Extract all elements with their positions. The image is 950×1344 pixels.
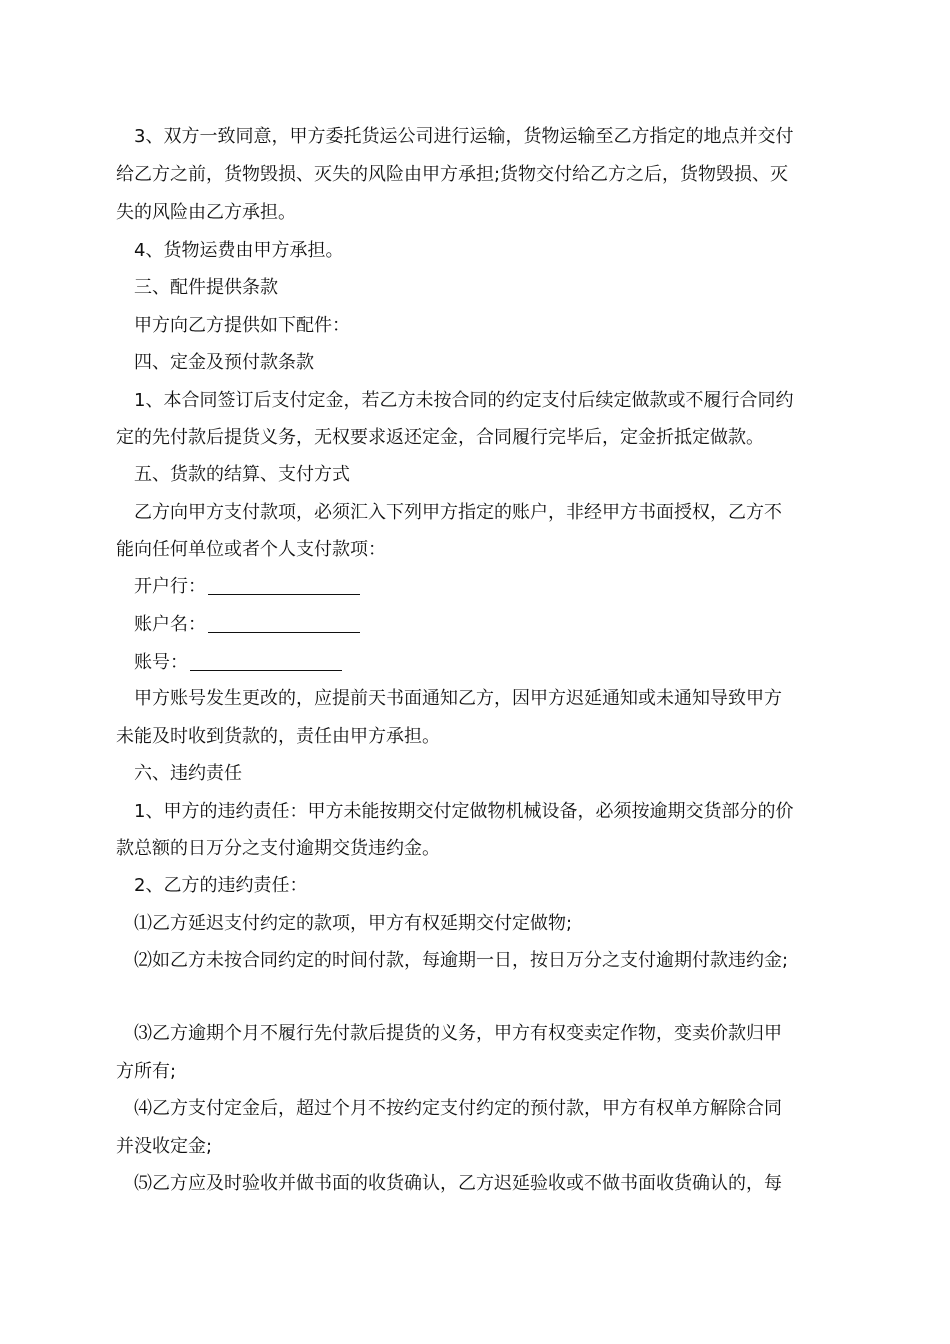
bank-label: 开户行： bbox=[134, 576, 206, 597]
section-5-line-2: 能向任何单位或者个人支付款项： bbox=[116, 539, 386, 560]
section-6-item-3-line-1: ⑶乙方逾期个月不履行先付款后提货的义务，甲方有权变卖定作物，变卖价款归甲 bbox=[134, 1023, 782, 1044]
section-6-item-2: ⑵如乙方未按合同约定的时间付款，每逾期一日，按日万分之支付逾期付款违约金; bbox=[134, 950, 789, 971]
account-name-field bbox=[134, 612, 854, 638]
account-no-label: 账号： bbox=[134, 652, 188, 673]
clause-3-line-3: 失的风险由乙方承担。 bbox=[116, 202, 296, 223]
section-6-item-5-line-1: ⑸乙方应及时验收并做书面的收货确认，乙方迟延验收或不做书面收货确认的，每 bbox=[134, 1173, 782, 1194]
account-name-label: 账户名： bbox=[134, 614, 206, 635]
section-6-p1-line-1: 1、甲方的违约责任：甲方未能按期交付定做物机械设备，必须按逾期交货部分的价 bbox=[134, 801, 794, 822]
section-6-item-3-line-2: 方所有; bbox=[116, 1061, 177, 1082]
account-name-blank-line bbox=[208, 614, 360, 633]
section-3-heading: 三、配件提供条款 bbox=[134, 277, 278, 298]
section-5-line-1: 乙方向甲方支付款项，必须汇入下列甲方指定的账户，非经甲方书面授权，乙方不 bbox=[134, 502, 782, 523]
section-6-item-4-line-2: 并没收定金; bbox=[116, 1136, 213, 1157]
account-no-field bbox=[134, 650, 854, 676]
section-6-heading: 六、违约责任 bbox=[134, 763, 242, 784]
section-5-heading: 五、货款的结算、支付方式 bbox=[134, 464, 350, 485]
account-no-blank-line bbox=[190, 652, 342, 671]
section-6-p1-line-2: 款总额的日万分之支付逾期交货违约金。 bbox=[116, 838, 440, 859]
account-change-line-2: 未能及时收到货款的，责任由甲方承担。 bbox=[116, 726, 440, 747]
section-6-item-4-line-1: ⑷乙方支付定金后，超过个月不按约定支付约定的预付款，甲方有权单方解除合同 bbox=[134, 1098, 782, 1119]
bank-blank-line bbox=[208, 576, 360, 595]
account-change-line-1: 甲方账号发生更改的，应提前天书面通知乙方，因甲方迟延通知或未通知导致甲方 bbox=[134, 688, 782, 709]
section-4-line-2: 定的先付款后提货义务，无权要求返还定金，合同履行完毕后，定金折抵定做款。 bbox=[116, 427, 764, 448]
clause-3-line-2: 给乙方之前，货物毁损、灭失的风险由甲方承担;货物交付给乙方之后，货物毁损、灭 bbox=[116, 164, 789, 185]
bank-field bbox=[134, 574, 854, 600]
clause-3-line-1: 3、双方一致同意，甲方委托货运公司进行运输，货物运输至乙方指定的地点并交付 bbox=[134, 126, 794, 147]
section-4-line-1: 1、本合同签订后支付定金，若乙方未按合同的约定支付后续定做款或不履行合同约 bbox=[134, 390, 794, 411]
section-4-heading: 四、定金及预付款条款 bbox=[134, 352, 314, 373]
clause-4: 4、货物运费由甲方承担。 bbox=[134, 240, 344, 261]
section-6-item-1: ⑴乙方延迟支付约定的款项，甲方有权延期交付定做物; bbox=[134, 913, 573, 934]
section-6-p2: 2、乙方的违约责任： bbox=[134, 875, 308, 896]
section-3-text: 甲方向乙方提供如下配件： bbox=[134, 315, 350, 336]
